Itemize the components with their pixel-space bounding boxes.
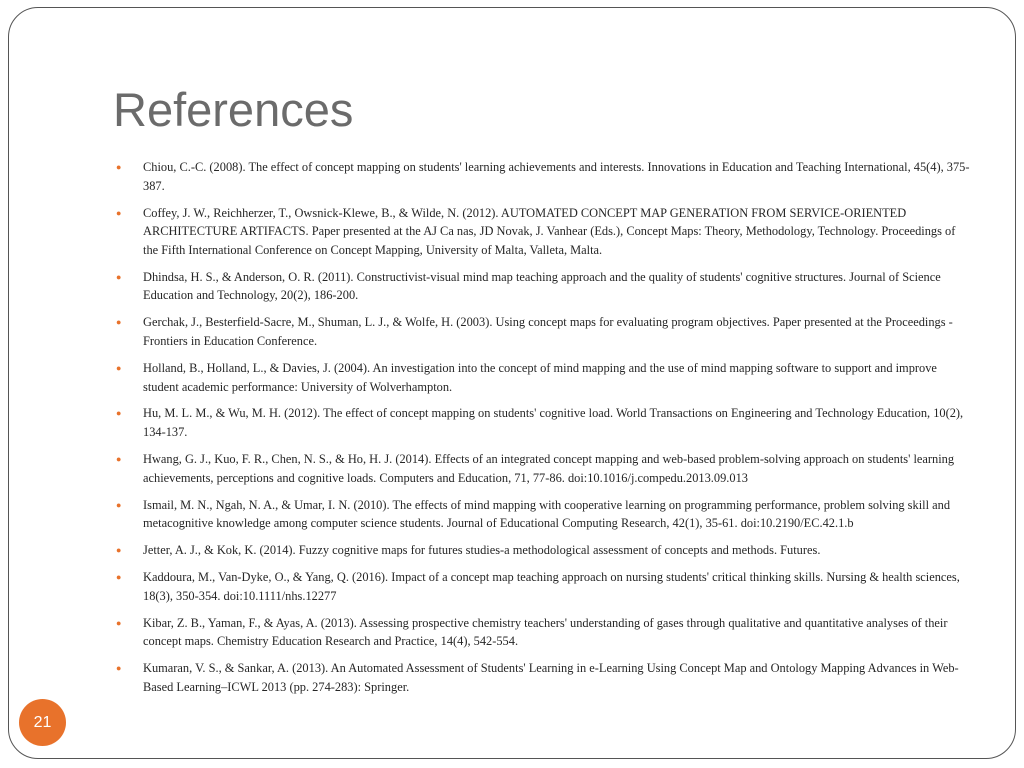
bullet-dot-icon: ●	[116, 207, 122, 218]
reference-item	[116, 496, 972, 533]
reference-text: Kibar, Z. B., Yaman, F., & Ayas, A. (2013). Assessing prospective chemistry teachers' understanding of gases through qualitative and quantitative analyses of their concept maps. Chemistry Education Research and Practice, 14(4), 542-554.	[143, 615, 948, 649]
page-number-badge: 21	[19, 699, 66, 746]
reference-item	[116, 313, 972, 350]
bullet-dot-icon: ●	[116, 362, 122, 373]
reference-item	[116, 404, 972, 441]
reference-item	[116, 158, 972, 195]
reference-item	[116, 268, 972, 305]
reference-text: Kaddoura, M., Van-Dyke, O., & Yang, Q. (2016). Impact of a concept map teaching approach on nursing students' critical thinking skills. Nursing & health sciences, 18(3), 350-354. doi:10.1111/nhs.12277	[143, 570, 960, 603]
reference-list	[116, 158, 972, 705]
bullet-dot-icon: ●	[116, 271, 122, 282]
reference-item	[116, 659, 972, 696]
slide-title: References	[113, 83, 354, 136]
bullet-dot-icon: ●	[116, 317, 122, 328]
reference-item	[116, 568, 972, 605]
reference-text: Chiou, C.-C. (2008). The effect of concept mapping on students' learning achievements and interests. Innovations in Education and Teaching International, 45(4), 375-387.	[143, 160, 970, 193]
reference-text: Gerchak, J., Besterfield-Sacre, M., Shuman, L. J., & Wolfe, H. (2003). Using concept maps for evaluating program objectives. Paper presented at the Proceedings - Frontiers in Education Conference.	[143, 315, 953, 348]
bullet-dot-icon: ●	[116, 408, 122, 419]
reference-item	[116, 541, 972, 560]
reference-text: Hu, M. L. M., & Wu, M. H. (2012). The effect of concept mapping on students' cognitive load. World Transactions on Engineering and Technology Education, 10(2), 134-137.	[143, 406, 964, 440]
bullet-dot-icon: ●	[116, 572, 122, 583]
reference-item	[116, 204, 972, 260]
reference-text: Ismail, M. N., Ngah, N. A., & Umar, I. N. (2010). The effects of mind mapping with cooperative learning on programming performance, problem solving skill and metacognitive knowledge among computer science students. Journal of Educational Computing Research, 42(1), 35-61. doi:10.2190/EC.42.1.b	[143, 497, 951, 531]
reference-text: Jetter, A. J., & Kok, K. (2014). Fuzzy cognitive maps for futures studies-a methodological assessment of concepts and methods. Futures.	[143, 543, 821, 558]
bullet-dot-icon: ●	[116, 162, 122, 172]
reference-item	[116, 359, 972, 396]
bullet-dot-icon: ●	[116, 617, 122, 628]
bullet-dot-icon: ●	[116, 454, 122, 465]
reference-text: Coffey, J. W., Reichherzer, T., Owsnick-Klewe, B., & Wilde, N. (2012). AUTOMATED CONCEPT MAP GENERATION FROM SERVICE-ORIENTED ARCHITECTURE ARTIFACTS. Paper presented at the AJ Ca nas, JD Novak, J. Vanhear (Eds.), Concept Maps: Theory, Methodology, Technology. Proceedings of the Fifth International Conference on Concept Mapping, University of Malta, Valleta, Malta.	[143, 205, 956, 257]
bullet-dot-icon: ●	[116, 663, 122, 674]
reference-text: Hwang, G. J., Kuo, F. R., Chen, N. S., & Ho, H. J. (2014). Effects of an integrated concept mapping and web-based problem-solving approach on students' learning achievements, perceptions and cognitive loads. Computers and Education, 71, 77-86. doi:10.1016/j.compedu.2013.09.013	[143, 452, 955, 485]
bullet-dot-icon: ●	[116, 499, 122, 510]
reference-text: Holland, B., Holland, L., & Davies, J. (2004). An investigation into the concept of mind mapping and the use of mind mapping software to support and improve student academic performance: University of Wolverhampton.	[143, 360, 937, 394]
reference-item	[116, 614, 972, 651]
reference-item	[116, 450, 972, 487]
reference-text: Dhindsa, H. S., & Anderson, O. R. (2011). Constructivist-visual mind map teaching approach and the quality of students' cognitive structures. Journal of Science Education and Technology, 20(2), 186-200.	[143, 269, 941, 303]
reference-text: Kumaran, V. S., & Sankar, A. (2013). An Automated Assessment of Students' Learning in e-Learning Using Concept Map and Ontology Mapping Advances in Web-Based Learning–ICWL 2013 (pp. 274-283): Springer.	[143, 661, 959, 694]
bullet-dot-icon: ●	[116, 545, 122, 556]
